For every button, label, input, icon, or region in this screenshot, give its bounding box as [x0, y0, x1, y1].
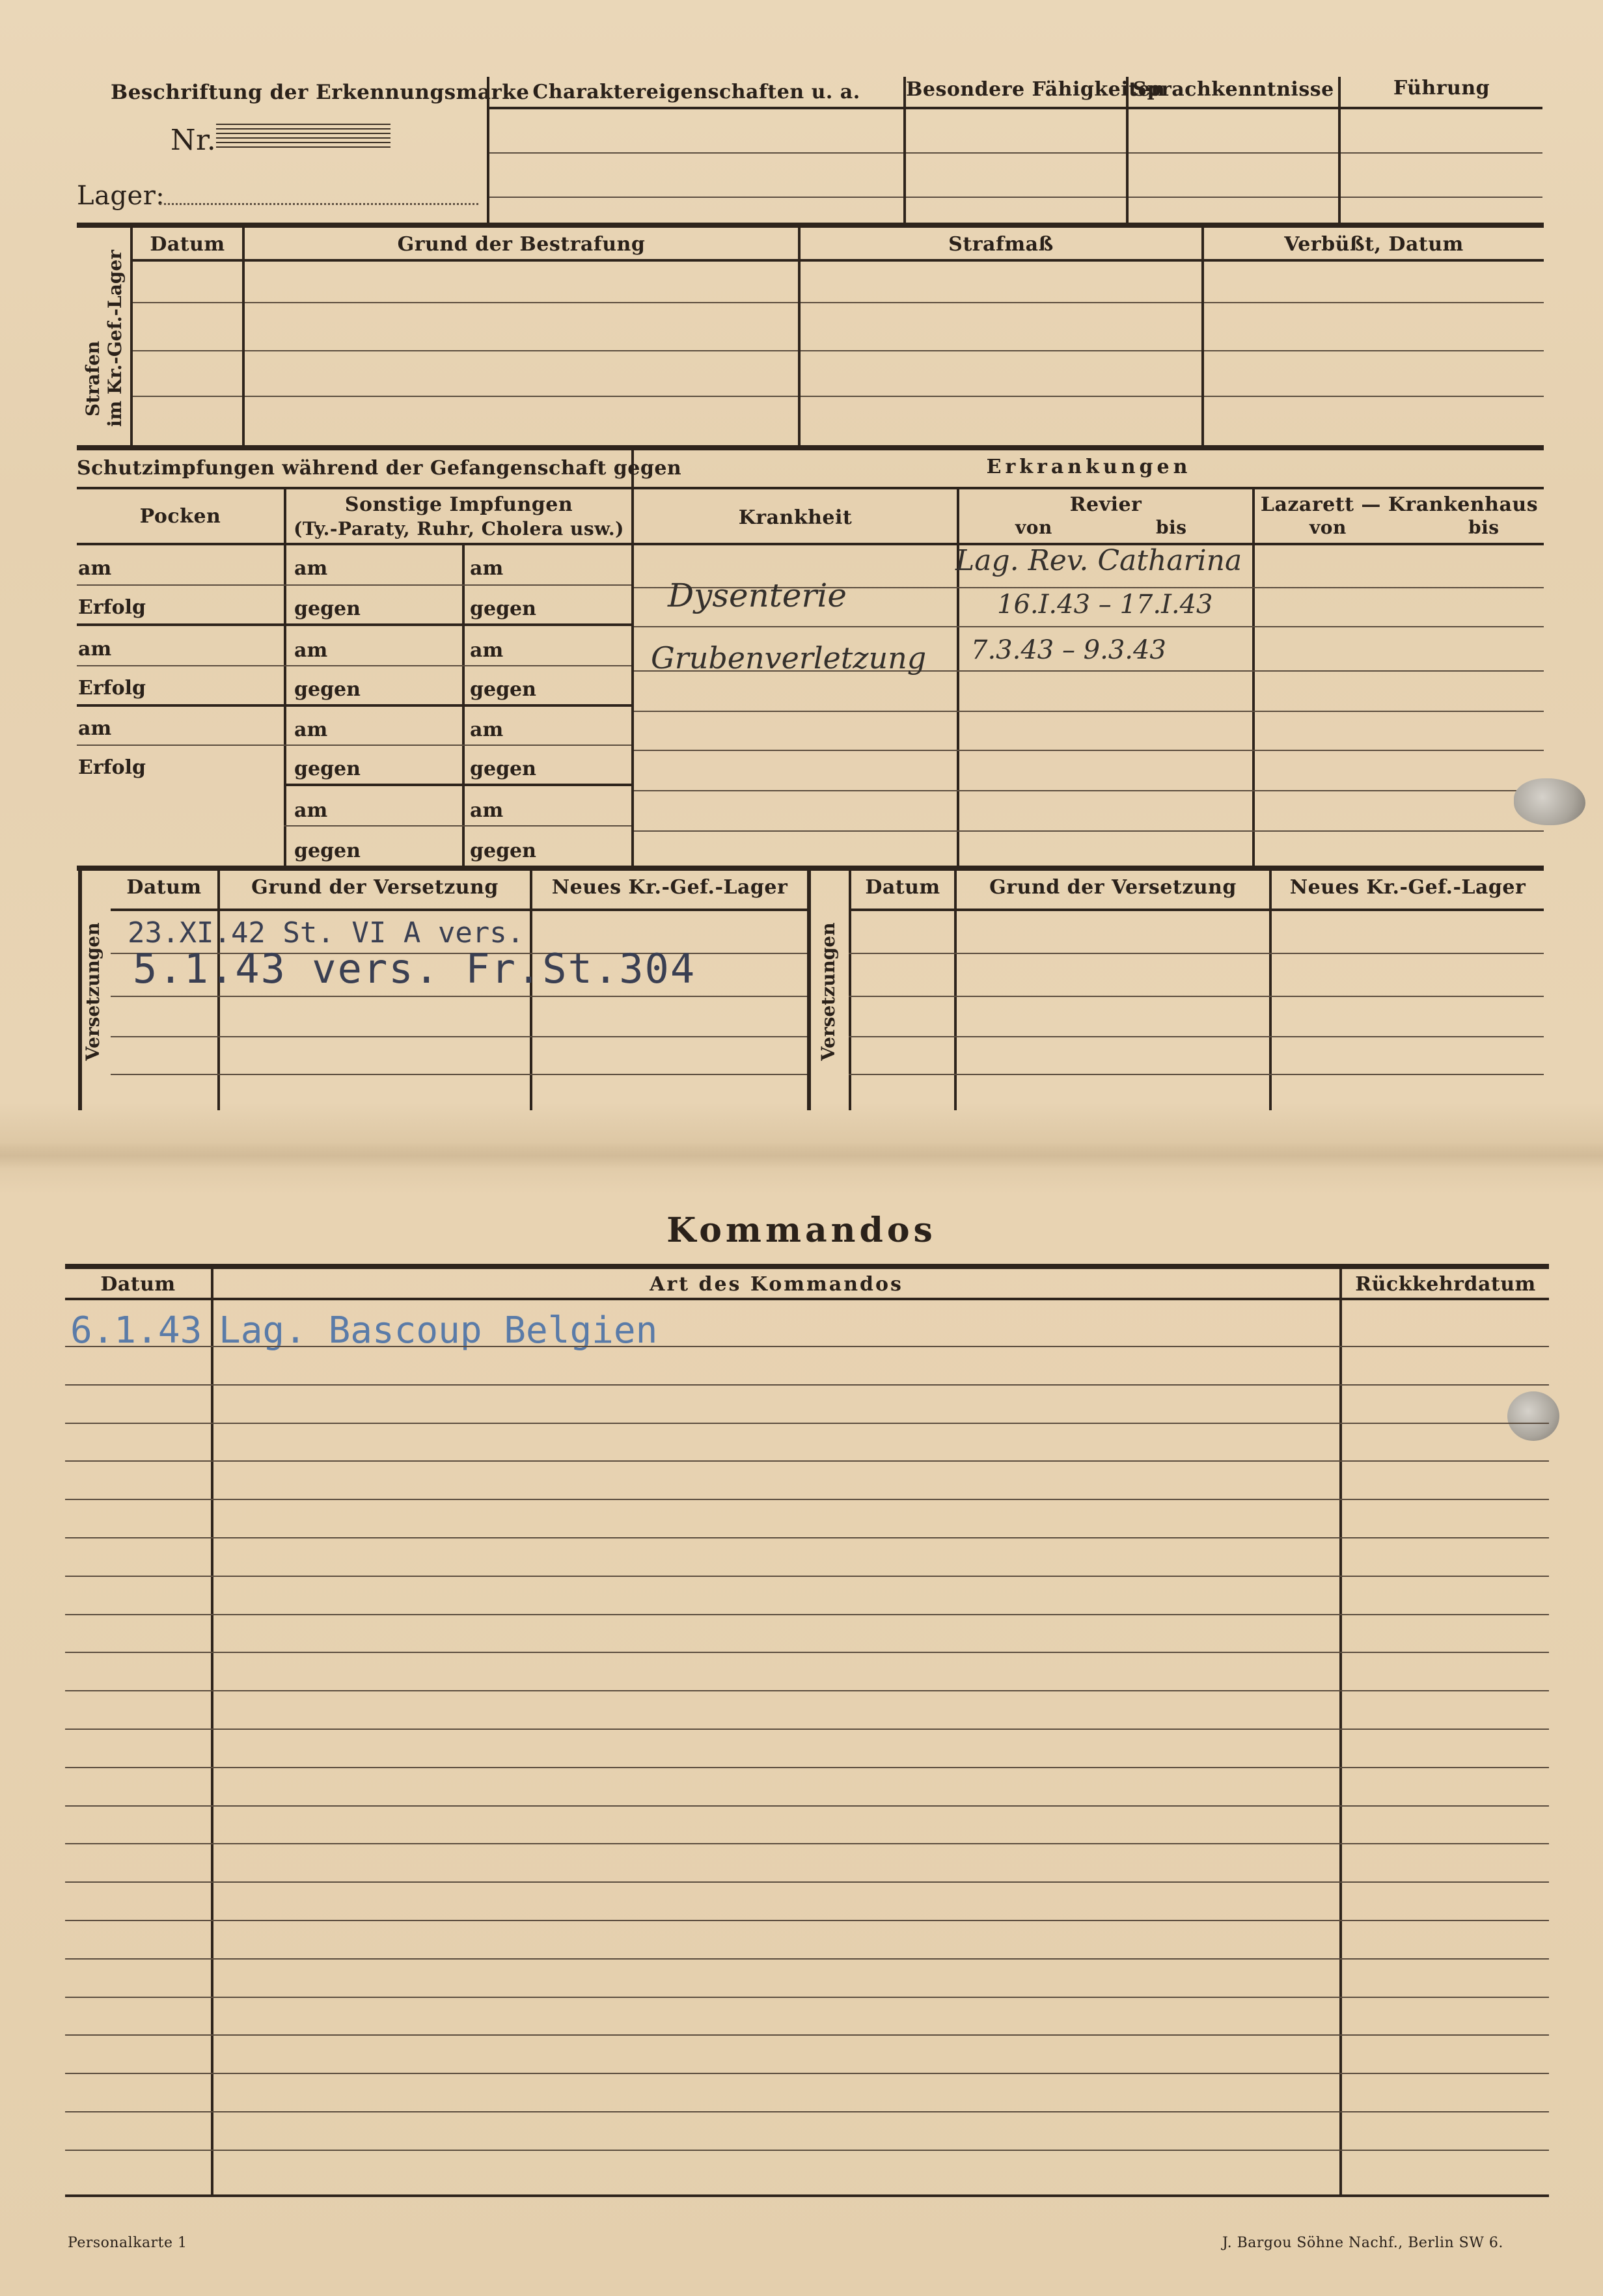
strafen-header-datum: Datum: [150, 233, 225, 256]
pocken-row-4: Erfolg: [78, 677, 146, 700]
sonstige-a-row-1: am: [294, 557, 328, 580]
pocken-row-6: Erfolg: [78, 756, 146, 779]
punch-hole-lower: [1507, 1391, 1559, 1441]
sonstige-header-2: (Ty.-Paraty, Ruhr, Cholera usw.): [294, 518, 624, 540]
versetzung-header-lager-right: Neues Kr.-Gef.-Lager: [1289, 876, 1526, 899]
sonstige-b-row-8: gegen: [470, 840, 536, 862]
lazarett-von: von: [1309, 517, 1347, 538]
lazarett-bis: bis: [1468, 517, 1500, 538]
kommandos-rule-line: [65, 1729, 1549, 1730]
versetzung-header-grund-right: Grund der Versetzung: [989, 876, 1237, 899]
header-faehigkeiten: Besondere Fähigkeiten: [906, 78, 1166, 101]
pocken-row-2: Erfolg: [78, 596, 146, 619]
handwritten-disease-1: Dysenterie: [668, 577, 847, 614]
kommandos-rule-line: [65, 1652, 1549, 1653]
revier-header: Revier: [1069, 493, 1142, 516]
lazarett-header: Lazarett — Krankenhaus: [1260, 493, 1539, 516]
kommandos-rule-line: [65, 1423, 1549, 1424]
sonstige-a-row-7: am: [294, 799, 328, 822]
versetzungen-side-label-left: Versetzungen: [82, 922, 103, 1061]
revier-von: von: [1015, 517, 1052, 538]
strafen-side-label-1: Strafen: [82, 340, 103, 417]
lager-label: Lager:: [77, 181, 165, 211]
impf-title: Schutzimpfungen während der Gefangenschaft gegen: [77, 457, 682, 480]
kommandos-header-art: Art des Kommandos: [650, 1273, 903, 1296]
kommandos-rule-line: [65, 1843, 1549, 1844]
pocken-row-1: am: [78, 557, 112, 580]
sonstige-a-row-4: gegen: [294, 678, 361, 701]
sonstige-a-row-5: am: [294, 718, 328, 741]
versetzung-header-lager-left: Neues Kr.-Gef.-Lager: [551, 876, 788, 899]
strafen-header-strafmass: Strafmaß: [948, 233, 1054, 256]
footer-left: Personalkarte 1: [68, 2235, 187, 2251]
kommandos-rule-line: [65, 1997, 1549, 1998]
typed-versetzung-1: 23.XI.42 St. VI A vers.: [128, 916, 525, 950]
card-fold: [0, 1143, 1603, 1169]
strafen-side-label-2: im Kr.-Gef.-Lager: [104, 249, 126, 427]
erkrankungen-title: Erkrankungen: [986, 456, 1192, 478]
sonstige-a-row-6: gegen: [294, 758, 361, 780]
kommandos-rule-line: [65, 1499, 1549, 1500]
sonstige-b-row-2: gegen: [470, 597, 536, 620]
kommandos-title: Kommandos: [666, 1210, 937, 1250]
versetzung-header-datum-left: Datum: [126, 876, 202, 899]
kommandos-rule-line: [65, 1805, 1549, 1807]
pocken-row-5: am: [78, 717, 112, 740]
header-fuehrung: Führung: [1393, 77, 1490, 100]
revier-bis: bis: [1156, 517, 1187, 538]
kommandos-rule-line: [65, 1690, 1549, 1691]
krankheit-header: Krankheit: [738, 506, 853, 529]
kommandos-rule-line: [65, 1767, 1549, 1768]
handwritten-dates-2: 7.3.43 – 9.3.43: [971, 635, 1166, 665]
versetzung-header-datum-right: Datum: [865, 876, 940, 899]
sonstige-b-row-5: am: [470, 718, 504, 741]
kommandos-rule-line: [65, 1460, 1549, 1462]
kommandos-rule-line: [65, 1614, 1549, 1615]
sonstige-b-row-3: am: [470, 639, 504, 662]
kommandos-rule-line: [65, 1537, 1549, 1538]
sonstige-header-1: Sonstige Impfungen: [344, 493, 573, 516]
handwritten-revier-place: Lag. Rev. Catharina: [955, 544, 1242, 577]
kommandos-rule-line: [65, 2111, 1549, 2112]
nr-label: Nr.: [171, 124, 217, 157]
kommandos-rule-line: [65, 1920, 1549, 1921]
sonstige-b-row-4: gegen: [470, 678, 536, 701]
header-sprachkenntnisse: Sprachkenntnisse: [1132, 78, 1334, 101]
kommandos-rule-line: [65, 1384, 1549, 1386]
kommandos-rule-line: [65, 2034, 1549, 2036]
kommandos-rule-line: [65, 2150, 1549, 2151]
marke-label: Beschriftung der Erkennungsmarke: [111, 81, 530, 104]
footer-right: J. Bargou Söhne Nachf., Berlin SW 6.: [1222, 2235, 1503, 2251]
sonstige-a-row-2: gegen: [294, 597, 361, 620]
pocken-row-3: am: [78, 638, 112, 661]
kommandos-rule-line: [65, 1346, 1549, 1347]
sonstige-a-row-3: am: [294, 639, 328, 662]
versetzung-header-grund-left: Grund der Versetzung: [251, 876, 499, 899]
nr-redaction-lines: [216, 124, 390, 150]
strafen-header-grund: Grund der Bestrafung: [397, 233, 646, 256]
kommandos-header-datum: Datum: [100, 1273, 176, 1296]
typed-kommando-text: Lag. Bascoup Belgien: [219, 1309, 658, 1352]
versetzungen-side-label-right: Versetzungen: [817, 922, 839, 1061]
sonstige-b-row-7: am: [470, 799, 504, 822]
sonstige-a-row-8: gegen: [294, 840, 361, 862]
strafen-header-verbuesst: Verbüßt, Datum: [1284, 233, 1464, 256]
handwritten-dates-1: 16.I.43 – 17.I.43: [997, 590, 1213, 620]
sonstige-b-row-1: am: [470, 557, 504, 580]
lager-field: [159, 203, 478, 205]
kommandos-rule-line: [65, 1576, 1549, 1577]
kommandos-rule-line: [65, 2073, 1549, 2074]
kommandos-rule-line: [65, 1958, 1549, 1960]
kommandos-bottom-line: [65, 2194, 1549, 2197]
typed-kommando-date: 6.1.43: [70, 1309, 202, 1352]
handwritten-disease-2: Grubenverletzung: [651, 640, 927, 676]
punch-hole-upper: [1514, 778, 1585, 825]
pocken-header: Pocken: [139, 505, 221, 528]
kommandos-header-rueckkehr: Rückkehrdatum: [1355, 1273, 1536, 1296]
typed-versetzung-2: 5.1.43 vers. Fr.St.304: [133, 945, 696, 992]
sonstige-b-row-6: gegen: [470, 758, 536, 780]
kommandos-rule-line: [65, 1881, 1549, 1883]
header-charakter: Charaktereigenschaften u. a.: [532, 81, 860, 103]
